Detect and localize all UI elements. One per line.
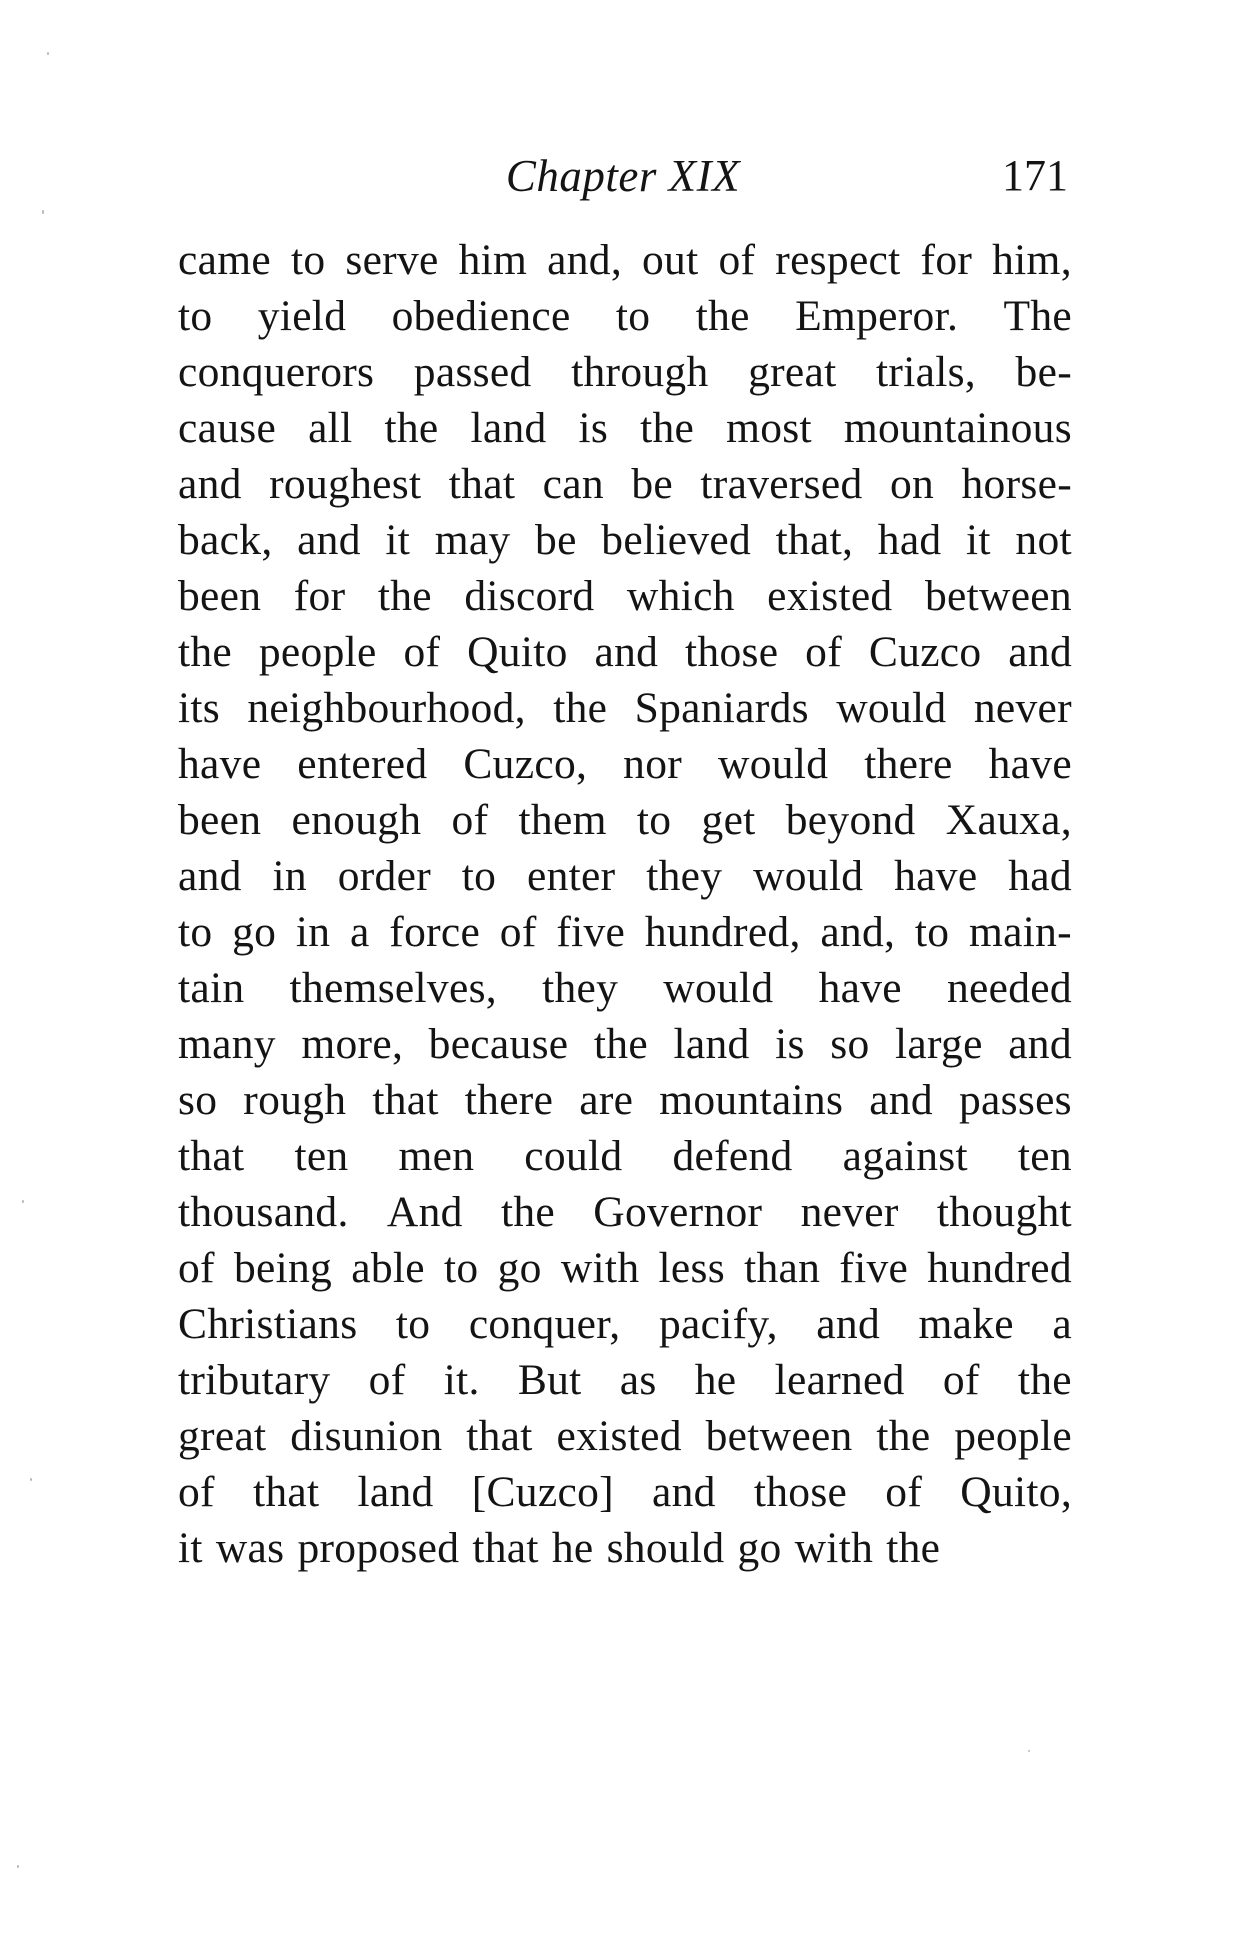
word: have (178, 740, 262, 788)
word: with (560, 1244, 640, 1292)
word: because (428, 1020, 569, 1068)
word: him (458, 236, 528, 284)
word: force (389, 908, 481, 956)
word: to (178, 292, 213, 340)
word: enter (527, 852, 616, 900)
word: of (451, 796, 489, 844)
word: that, (775, 516, 854, 564)
word: people (954, 1412, 1072, 1460)
scan-speck (17, 1865, 19, 1868)
word: those (685, 628, 779, 676)
text-line (178, 344, 1072, 400)
word: a (350, 908, 370, 956)
word: that (472, 1524, 539, 1572)
word: have (818, 964, 902, 1012)
word: is (578, 404, 609, 452)
scan-speck (1028, 1750, 1030, 1752)
text-line (178, 232, 1072, 288)
word: passes (958, 1076, 1072, 1124)
word: order (337, 852, 431, 900)
word: be- (1015, 348, 1072, 396)
word: is (775, 1020, 805, 1068)
word: needed (946, 964, 1072, 1012)
word: between (705, 1412, 853, 1460)
word: cause (178, 404, 277, 452)
word: But (517, 1356, 582, 1404)
word: roughest (269, 460, 422, 508)
word: tain (178, 964, 245, 1012)
word: in (295, 908, 331, 956)
word: not (1015, 516, 1072, 564)
word: back, (178, 516, 273, 564)
word: hundred, (644, 908, 801, 956)
word: that (178, 1132, 245, 1180)
word: of (178, 1468, 215, 1516)
word: get (701, 796, 756, 844)
word: more, (301, 1020, 404, 1068)
word: against (842, 1132, 968, 1180)
word: the (384, 404, 439, 452)
word: been (178, 572, 262, 620)
word: great (178, 1412, 267, 1460)
word: been (178, 796, 262, 844)
word: nor (623, 740, 683, 788)
text-line (178, 1408, 1072, 1464)
word: to (461, 852, 497, 900)
word: and, (547, 236, 623, 284)
word: passed (413, 348, 532, 396)
word: and (1008, 1020, 1072, 1068)
word: the (553, 684, 608, 732)
word: may (434, 516, 511, 564)
word: [Cuzco] (471, 1468, 614, 1516)
text-line (178, 792, 1072, 848)
word: to (444, 1244, 479, 1292)
word: people (258, 628, 377, 676)
word: tributary (178, 1356, 331, 1404)
word: it (385, 516, 411, 564)
word: hundred (927, 1244, 1072, 1292)
word: Xauxa, (945, 796, 1072, 844)
word: in (272, 852, 307, 900)
word: be (631, 460, 673, 508)
word: him, (992, 236, 1072, 284)
word: Quito, (960, 1468, 1072, 1516)
word: to (290, 236, 326, 284)
word: as (619, 1356, 657, 1404)
text-line (178, 568, 1072, 624)
word: never (800, 1188, 899, 1236)
word: yield (257, 292, 347, 340)
text-line (178, 848, 1072, 904)
word: rough (243, 1076, 347, 1124)
word: land (357, 1468, 434, 1516)
word: have (894, 852, 978, 900)
word: existed (767, 572, 893, 620)
word: can (542, 460, 604, 508)
word: pacify, (658, 1300, 778, 1348)
word: of (942, 1356, 980, 1404)
word: they (646, 852, 723, 900)
word: to (914, 908, 950, 956)
word: traversed (700, 460, 863, 508)
text-line (178, 904, 1072, 960)
word: main- (969, 908, 1072, 956)
word: for (920, 236, 973, 284)
word: and (594, 628, 659, 676)
word: of (368, 1356, 406, 1404)
word: beyond (785, 796, 916, 844)
word: five (839, 1244, 909, 1292)
word: to (615, 292, 651, 340)
word: Christians (178, 1300, 358, 1348)
word: mountains (659, 1076, 844, 1124)
word: five (556, 908, 626, 956)
word: enough (291, 796, 422, 844)
body-text (178, 232, 1072, 1576)
word: through (571, 348, 709, 396)
word: land (673, 1020, 750, 1068)
running-head (178, 148, 1068, 204)
word: was (215, 1524, 285, 1572)
word: the (593, 1020, 648, 1068)
word: the (500, 1188, 555, 1236)
word: respect (775, 236, 901, 284)
word: the (1017, 1356, 1072, 1404)
text-line (178, 1520, 1072, 1576)
word: the (640, 404, 695, 452)
word: with (794, 1524, 874, 1572)
word: and (1008, 628, 1072, 676)
word: go (737, 1524, 782, 1572)
text-line (178, 456, 1072, 512)
word: came (178, 236, 271, 284)
word: proposed (297, 1524, 460, 1572)
text-line (178, 736, 1072, 792)
text-line (178, 400, 1072, 456)
text-line (178, 960, 1072, 1016)
word: would (836, 684, 947, 732)
word: it. (443, 1356, 480, 1404)
text-line (178, 680, 1072, 736)
word: of (805, 628, 843, 676)
word: are (579, 1076, 634, 1124)
word: that (252, 1468, 320, 1516)
scan-speck (47, 52, 49, 55)
word: which (626, 572, 735, 620)
word: entered (297, 740, 428, 788)
word: he (694, 1356, 737, 1404)
word: they (542, 964, 619, 1012)
word: it (178, 1524, 203, 1572)
word: Spaniards (634, 684, 809, 732)
text-line (178, 1352, 1072, 1408)
word: Governor (593, 1188, 763, 1236)
word: would (663, 964, 774, 1012)
word: most (726, 404, 812, 452)
word: and (869, 1076, 933, 1124)
word: would (753, 852, 864, 900)
word: its (178, 684, 220, 732)
word: should (606, 1524, 725, 1572)
page-number: 171 (1002, 151, 1068, 200)
word: being (233, 1244, 333, 1292)
word: neighbourhood, (247, 684, 526, 732)
word: the (178, 628, 233, 676)
word: the (695, 292, 750, 340)
word: and (297, 516, 361, 564)
word: those (753, 1468, 848, 1516)
word: that (372, 1076, 439, 1124)
word: of (499, 908, 537, 956)
chapter-title: Chapter XIX (505, 151, 741, 201)
word: on (889, 460, 935, 508)
word: conquer, (468, 1300, 621, 1348)
word: it (966, 516, 991, 564)
word: conquerors (178, 348, 375, 396)
word: never (973, 684, 1072, 732)
word: thousand. (178, 1188, 349, 1236)
word: The (1003, 292, 1072, 340)
word: horse- (961, 460, 1072, 508)
word: And (386, 1188, 463, 1236)
word: Cuzco (868, 628, 982, 676)
scan-speck (42, 210, 44, 214)
word: discord (464, 572, 595, 620)
word: a (1052, 1300, 1072, 1348)
text-line (178, 1240, 1072, 1296)
text-line (178, 288, 1072, 344)
word: there (464, 1076, 554, 1124)
word: themselves, (289, 964, 497, 1012)
word: the (377, 572, 432, 620)
word: and (816, 1300, 880, 1348)
text-line (178, 1016, 1072, 1072)
word: mountainous (843, 404, 1072, 452)
word: of (885, 1468, 923, 1516)
word: he (551, 1524, 594, 1572)
word: that (448, 460, 516, 508)
word: Emperor. (795, 292, 959, 340)
text-line (178, 1128, 1072, 1184)
word: to (395, 1300, 431, 1348)
word: men (398, 1132, 475, 1180)
word: go (497, 1244, 542, 1292)
word: so (178, 1076, 218, 1124)
word: defend (672, 1132, 793, 1180)
word: able (351, 1244, 425, 1292)
scan-speck (30, 1478, 32, 1481)
word: the (886, 1524, 941, 1572)
word: large (895, 1020, 983, 1068)
word: there (864, 740, 953, 788)
word: be (535, 516, 577, 564)
word: all (308, 404, 353, 452)
word: Cuzco, (463, 740, 588, 788)
word: could (524, 1132, 623, 1180)
word: trials, (876, 348, 976, 396)
word: of (718, 236, 756, 284)
text-line (178, 624, 1072, 680)
text-line (178, 1296, 1072, 1352)
word: obedience (391, 292, 571, 340)
word: believed (601, 516, 752, 564)
word: would (718, 740, 829, 788)
word: go (232, 908, 277, 956)
word: to (178, 908, 213, 956)
word: disunion (290, 1412, 443, 1460)
word: out (642, 236, 699, 284)
word: the (876, 1412, 931, 1460)
word: less (658, 1244, 725, 1292)
word: them (518, 796, 607, 844)
word: for (293, 572, 346, 620)
word: thought (936, 1188, 1072, 1236)
word: and (652, 1468, 716, 1516)
word: make (918, 1300, 1014, 1348)
word: ten (294, 1132, 349, 1180)
word: to (636, 796, 672, 844)
word: Quito (467, 628, 568, 676)
word: land (470, 404, 547, 452)
text-line (178, 1464, 1072, 1520)
word: of (403, 628, 441, 676)
word: great (748, 348, 837, 396)
text-line (178, 1184, 1072, 1240)
word: had (1008, 852, 1072, 900)
word: have (988, 740, 1072, 788)
word: so (830, 1020, 870, 1068)
word: learned (774, 1356, 905, 1404)
word: existed (556, 1412, 682, 1460)
word: and (178, 852, 242, 900)
word: between (924, 572, 1072, 620)
word: had (877, 516, 942, 564)
word: serve (345, 236, 439, 284)
word: ten (1017, 1132, 1072, 1180)
text-line (178, 512, 1072, 568)
word: than (744, 1244, 821, 1292)
text-line (178, 1072, 1072, 1128)
word: that (466, 1412, 533, 1460)
word: of (178, 1244, 215, 1292)
scan-speck (22, 1200, 24, 1203)
word: and, (820, 908, 896, 956)
word: many (178, 1020, 276, 1068)
word: and (178, 460, 242, 508)
